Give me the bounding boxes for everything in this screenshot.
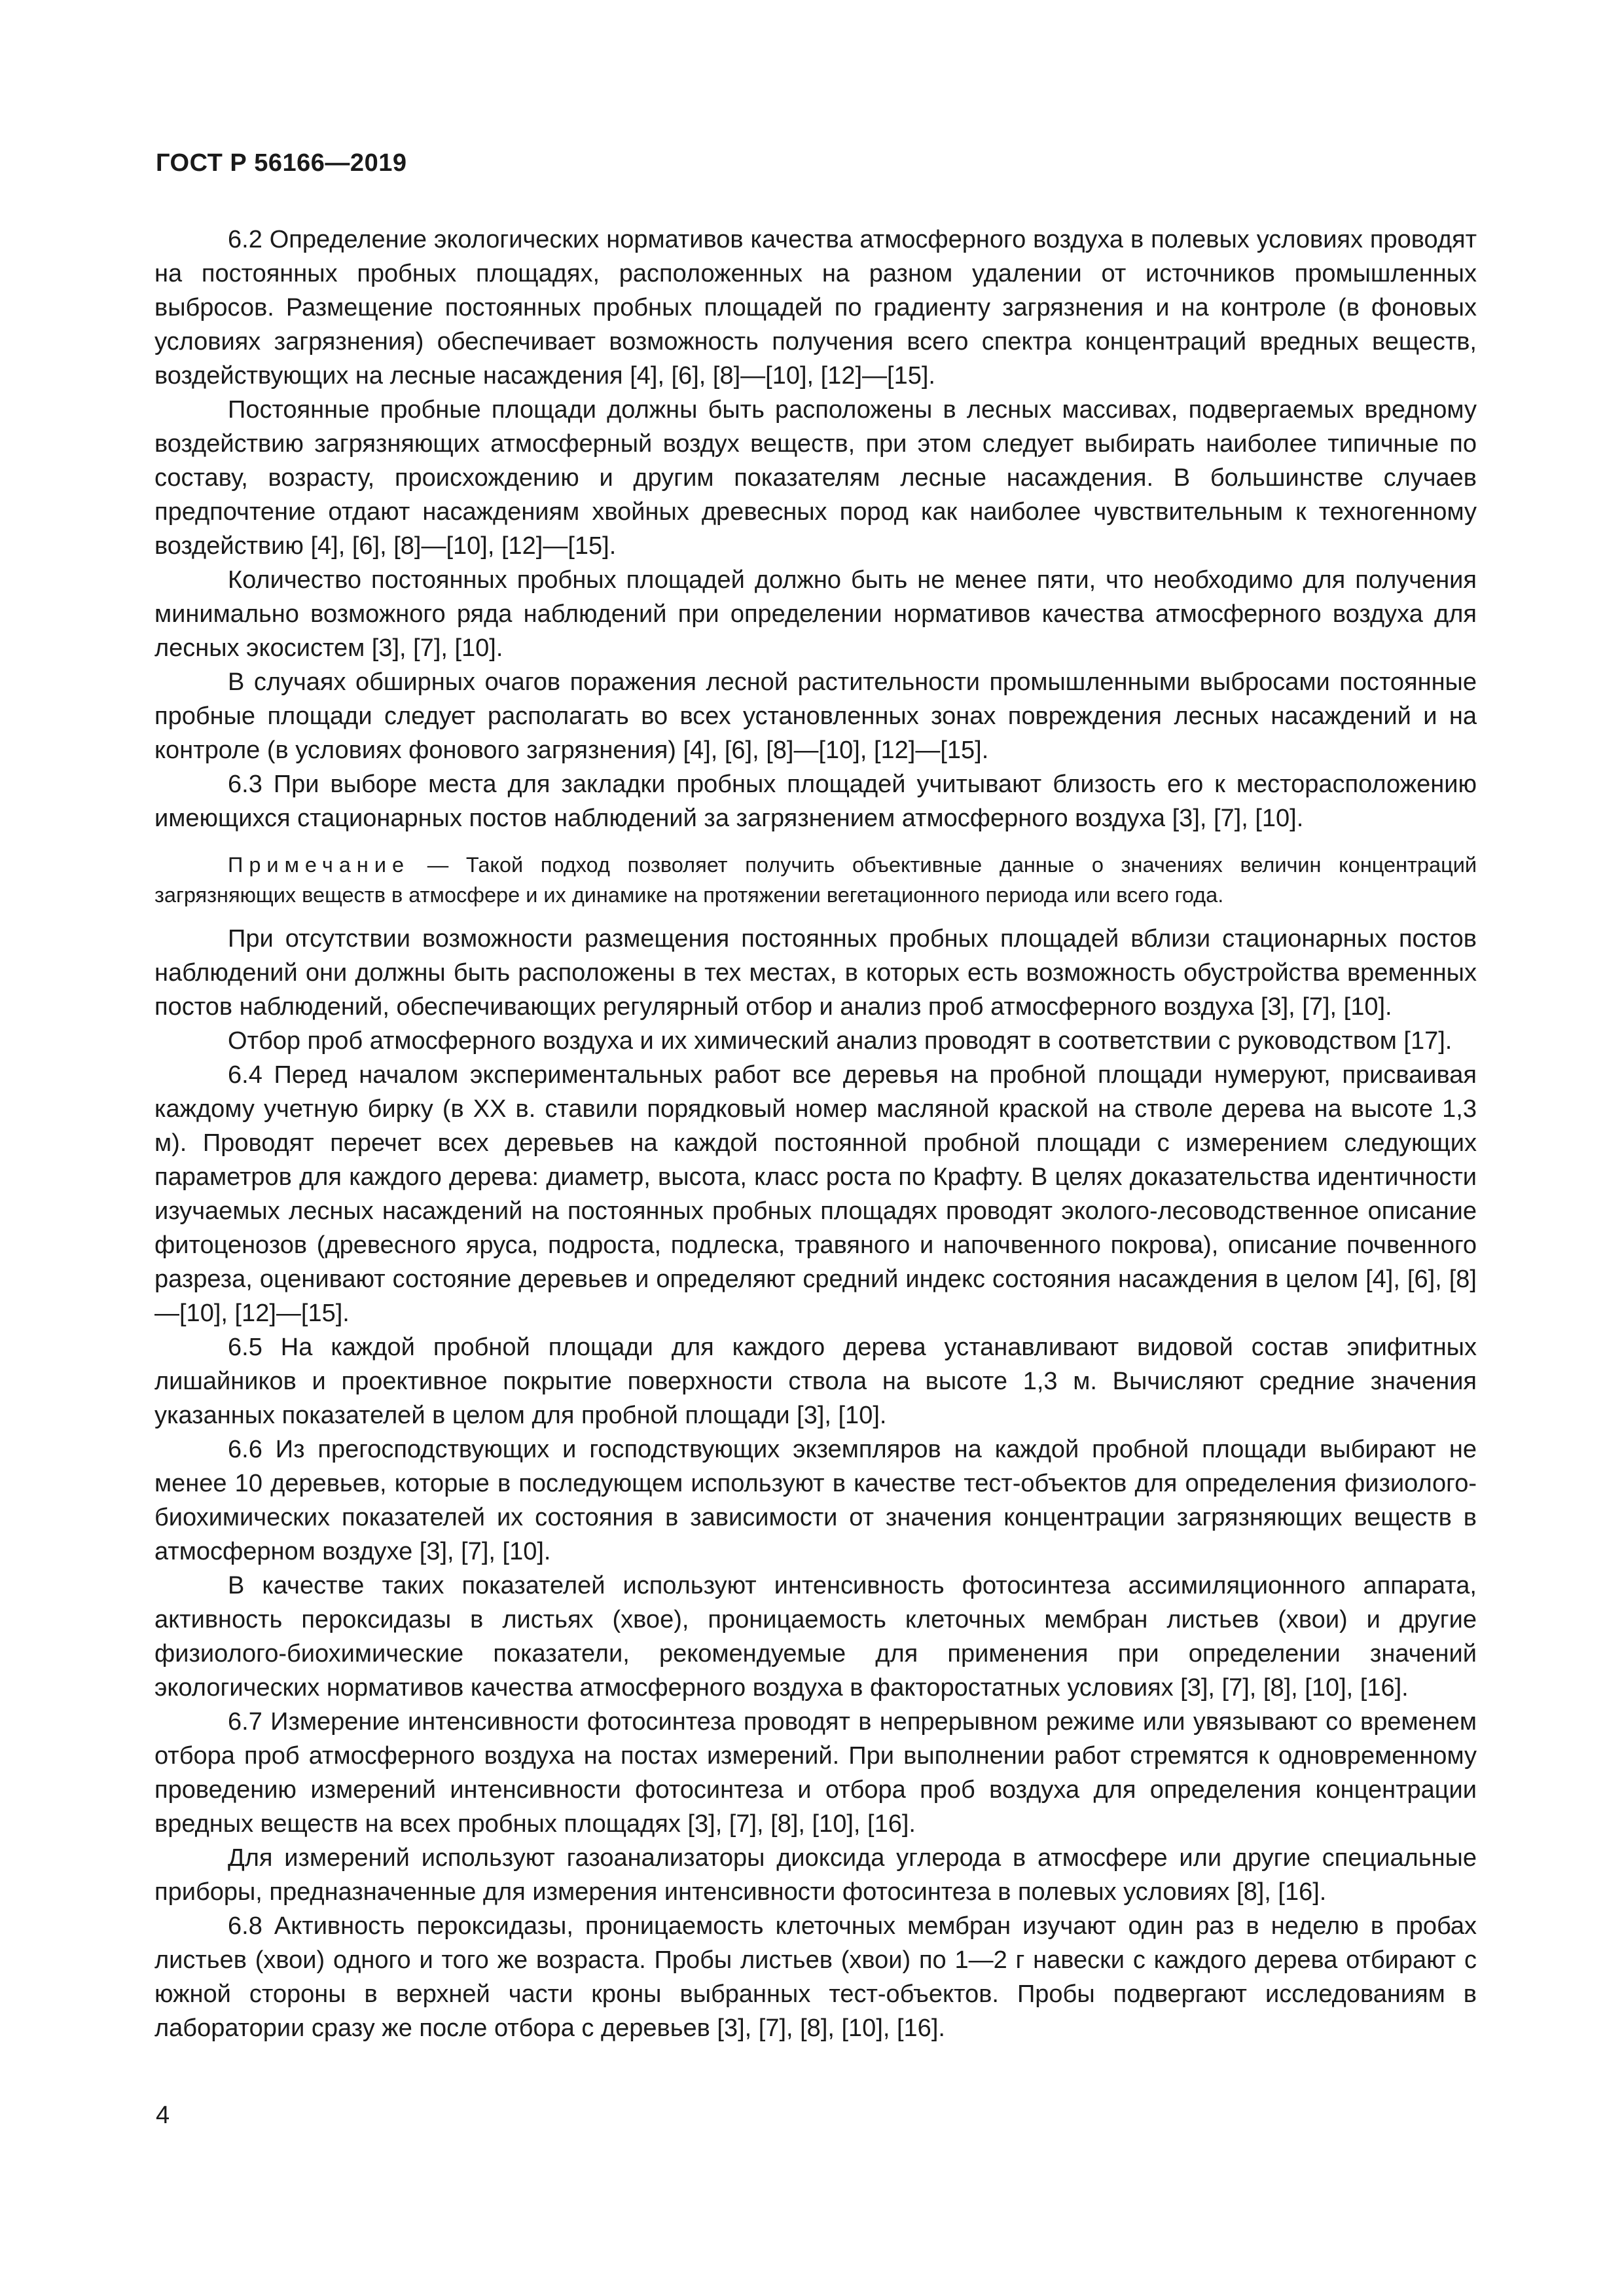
paragraph-6-3: 6.3 При выборе места для закладки пробных площадей учитывают близость его к месторасположению имеющихся стационарных постов наблюдений за загрязнением атмосферного воздуха [3], [7], [10].: [154, 771, 1477, 832]
paragraph-6-4: 6.4 Перед началом экспериментальных работ все деревья на пробной площади нумеруют, присваивая каждому учетную бирку (в XX в. ставили порядковый номер масляной краской на стволе дерева на высоте 1,3 м). Проводят перечет всех деревьев на каждой постоянной пробной площади с измерением следующих параметров для каждого дерева: диаметр, высота, класс роста по Крафту. В целях доказательства идентичности изучаемых лесных насаждений на постоянных пробных площадях проводят эколого-лесоводственное описание фитоценозов (древесного яруса, подроста, подлеска, травяного и напочвенного покрова), описание почвенного разреза, оценивают состояние деревьев и определяют средний индекс состояния насаждения в целом [4], [6], [8]—[10], [12]—[15].: [154, 1061, 1477, 1327]
note-label: Примечание: [228, 853, 410, 877]
paragraph: В случаях обширных очагов поражения лесной растительности промышленными выбросами постоянные пробные площади следует располагать во всех установленных зонах повреждения лесных насаждений и на контроле (в условиях фонового загрязнения) [4], [6], [8]—[10], [12]—[15].: [154, 668, 1477, 764]
paragraph-6-5: 6.5 На каждой пробной площади для каждого дерева устанавливают видовой состав эпифитных лишайников и проективное покрытие поверхности ствола на высоте 1,3 м. Вычисляют средние значения указанных показателей в целом для пробной площади [3], [10].: [154, 1334, 1477, 1429]
note: [154, 850, 1477, 910]
document-header: ГОСТ Р 56166—2019: [156, 149, 407, 177]
page-number: 4: [156, 2102, 170, 2129]
paragraph-6-2: 6.2 Определение экологических нормативов качества атмосферного воздуха в полевых условиях проводят на постоянных пробных площадях, расположенных на разном удалении от источников промышленных выбросов. Размещение постоянных пробных площадей по градиенту загрязнения и на контроле (в фоновых условиях загрязнения) обеспечивает возможность получения всего спектра концентраций вредных веществ, воздействующих на лесные насаждения [4], [6], [8]—[10], [12]—[15].: [154, 226, 1477, 390]
note-text: — Такой подход позволяет получить объективные данные о значениях величин концентраций загрязняющих веществ в атмосфере и их динамике на протяжении вегетационного периода или всего года.: [154, 853, 1477, 907]
paragraph: Для измерений используют газоанализаторы диоксида углерода в атмосфере или другие специальные приборы, предназначенные для измерения интенсивности фотосинтеза в полевых условиях [8], [16].: [154, 1844, 1477, 1906]
paragraph: В качестве таких показателей используют интенсивность фотосинтеза ассимиляционного аппарата, активность пероксидазы в листьях (хвое), проницаемость клеточных мембран листьев (хвои) и другие физиолого-биохимические показатели, рекомендуемые для применения при определении значений экологических нормативов качества атмосферного воздуха в факторостатных условиях [3], [7], [8], [10], [16].: [154, 1572, 1477, 1702]
paragraph-6-8: 6.8 Активность пероксидазы, проницаемость клеточных мембран изучают один раз в неделю в пробах листьев (хвои) одного и того же возраста. Пробы листьев (хвои) по 1—2 г навески с каждого дерева отбирают с южной стороны в верхней части кроны выбранных тест-объектов. Пробы подвергают исследованиям в лаборатории сразу же после отбора с деревьев [3], [7], [8], [10], [16].: [154, 1912, 1477, 2042]
paragraph-6-7: 6.7 Измерение интенсивности фотосинтеза проводят в непрерывном режиме или увязывают со временем отбора проб атмосферного воздуха на постах измерений. При выполнении работ стремятся к одновременному проведению измерений интенсивности фотосинтеза и отбора проб воздуха для определения концентрации вредных веществ на всех пробных площадях [3], [7], [8], [10], [16].: [154, 1708, 1477, 1838]
paragraph: Количество постоянных пробных площадей должно быть не менее пяти, что необходимо для получения минимально возможного ряда наблюдений при определении нормативов качества атмосферного воздуха для лесных экосистем [3], [7], [10].: [154, 566, 1477, 662]
document-body: [154, 223, 1477, 2045]
paragraph: При отсутствии возможности размещения постоянных пробных площадей вблизи стационарных постов наблюдений они должны быть расположены в тех местах, в которых есть возможность обустройства временных постов наблюдений, обеспечивающих регулярный отбор и анализ проб атмосферного воздуха [3], [7], [10].: [154, 925, 1477, 1021]
paragraph: Отбор проб атмосферного воздуха и их химический анализ проводят в соответствии с руководством [17].: [228, 1027, 1453, 1055]
paragraph-6-6: 6.6 Из прегосподствующих и господствующих экземпляров на каждой пробной площади выбирают не менее 10 деревьев, которые в последующем используют в качестве тест-объектов для определения физиолого-биохимических показателей их состояния в зависимости от значения концентрации загрязняющих веществ в атмосферном воздухе [3], [7], [10].: [154, 1436, 1477, 1565]
paragraph: Постоянные пробные площади должны быть расположены в лесных массивах, подвергаемых вредному воздействию загрязняющих атмосферный воздух веществ, при этом следует выбирать наиболее типичные по составу, возрасту, происхождению и другим показателям лесные насаждения. В большинстве случаев предпочтение отдают насаждениям хвойных древесных пород как наиболее чувствительным к техногенному воздействию [4], [6], [8]—[10], [12]—[15].: [154, 396, 1477, 560]
